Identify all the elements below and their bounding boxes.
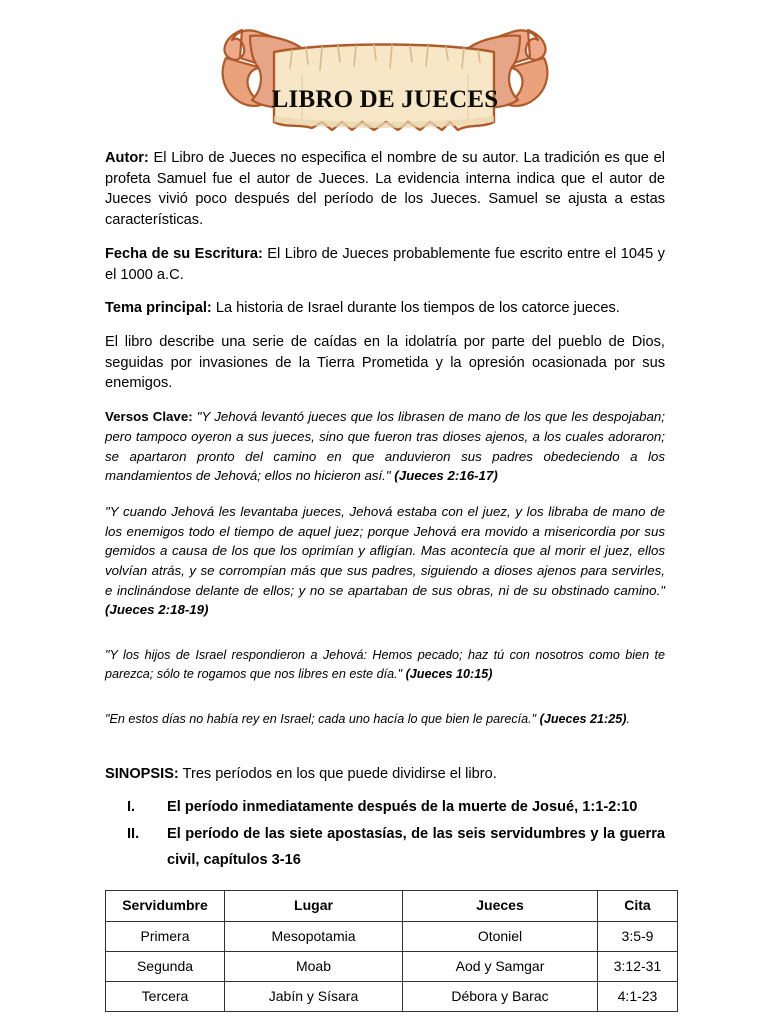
label-autor: Autor: [105, 150, 149, 166]
text-quote-4: "En estos días no había rey en Israel; cada uno hacía lo que bien le parecía." [105, 712, 540, 727]
paragraph-sinopsis [105, 764, 665, 785]
paragraph-quote-2 [105, 502, 665, 620]
table-header-cell: Jueces [403, 891, 598, 921]
list-item-numeral: I. [127, 798, 136, 815]
list-item [105, 795, 665, 821]
paragraph-descripcion: El libro describe una serie de caídas en la idolatría por parte del pueblo de Dios, seguidas por invasiones de la Tierra Prometida y la opresión ocasionada por sus enemigos. [105, 334, 665, 392]
list-item-label: El período inmediatamente después de la muerte de Josué, 1:1-2:10 [167, 798, 638, 815]
table-cell: Primera [106, 921, 225, 951]
text-versos-clave: "Y Jehová levantó jueces que los librasen de mano de los que les despojaban; pero tampoco oyeron a sus jueces, sino que fueron tras dioses ajenos, a los cuales adoraron; se apartaron pronto del camino en que anduvieron sus padres obedeciendo a los mandamientos de Jehová; ellos no hicieron así." [105, 409, 665, 484]
table-cell: Jabín y Sísara [225, 981, 403, 1011]
list-item-numeral: II. [127, 826, 140, 843]
spacer [105, 636, 665, 646]
text-quote-2: "Y cuando Jehová les levantaba jueces, Jehová estaba con el juez, y los libraba de mano de los enemigos todo el tiempo de aquel juez; porque Jehová era movido a misericordia por sus gemidos a causa de los que los oprimían y afligían. Mas acontecía que al morir el juez, ellos volvían atrás, y se corrompían más que sus padres, siguiendo a dioses ajenos para servirles, e inclinándose delante de ellos; y no se apartaban de sus obras, ni de su obstinado camino." [105, 503, 665, 598]
text-fecha: El Libro de Jueces probablemente fue escrito entre el 1045 y el 1000 a.C. [105, 245, 665, 283]
page-title: LIBRO DE JUECES [271, 86, 499, 113]
reference-quote-2: (Jueces 2:18-19) [105, 602, 209, 618]
paragraph-tema [105, 298, 665, 319]
paragraph-quote-3 [105, 646, 665, 683]
table-row [106, 981, 678, 1011]
table-cell: Aod y Samgar [403, 951, 598, 981]
reference-versos-clave: (Jueces 2:16-17) [394, 468, 498, 484]
paragraph-quote-4 [105, 710, 665, 729]
spacer [105, 700, 665, 710]
table-header-cell: Cita [598, 891, 678, 921]
table-cell: Tercera [106, 981, 225, 1011]
paragraph-autor [105, 148, 665, 231]
table-row [106, 951, 678, 981]
table-cell: 4:1-23 [598, 981, 678, 1011]
table-cell: 3:5-9 [598, 921, 678, 951]
table-header-cell: Servidumbre [106, 891, 225, 921]
table-row [106, 921, 678, 951]
table-cell: Segunda [106, 951, 225, 981]
title-banner [0, 0, 768, 148]
paragraph-versos-clave [105, 407, 665, 486]
table-cell: Otoniel [403, 921, 598, 951]
text-sinopsis: Tres períodos en los que puede dividirse el libro. [178, 765, 497, 782]
scroll-banner-icon [206, 24, 562, 142]
reference-quote-3: (Jueces 10:15) [405, 666, 493, 681]
list-item [105, 822, 665, 874]
servidumbres-table [105, 890, 678, 1011]
spacer [105, 746, 665, 764]
text-quote-4-tail: . [626, 712, 630, 727]
text-tema: La historia de Israel durante los tiempos de los catorce jueces. [211, 300, 620, 317]
list-item-label: El período de las siete apostasías, de las seis servidumbres y la guerra civil, capítulos 3-16 [167, 826, 665, 869]
text-autor: El Libro de Jueces no especifica el nombre de su autor. La tradición es que el profeta Samuel fue el autor de Jueces. La evidencia interna indica que el autor de Jueces vivió poco después del período de los Jueces. Samuel se ajusta a estas características. [105, 150, 665, 229]
table-cell: Mesopotamia [225, 921, 403, 951]
label-tema: Tema principal: [105, 300, 212, 317]
table-cell: 3:12-31 [598, 951, 678, 981]
label-fecha: Fecha de su Escritura: [105, 245, 263, 262]
reference-quote-4: (Jueces 21:25) [539, 712, 627, 727]
paragraph-fecha [105, 244, 665, 285]
label-sinopsis: SINOPSIS: [105, 765, 179, 782]
text-quote-3: "Y los hijos de Israel respondieron a Jehová: Hemos pecado; haz tú con nosotros como bien te parezca; sólo te rogamos que nos libres en este día." [105, 647, 665, 681]
table-header-cell: Lugar [225, 891, 403, 921]
sinopsis-list [105, 795, 665, 875]
table-cell: Débora y Barac [403, 981, 598, 1011]
label-versos-clave: Versos Clave: [105, 409, 193, 425]
table-header-row [106, 891, 678, 921]
table-cell: Moab [225, 951, 403, 981]
